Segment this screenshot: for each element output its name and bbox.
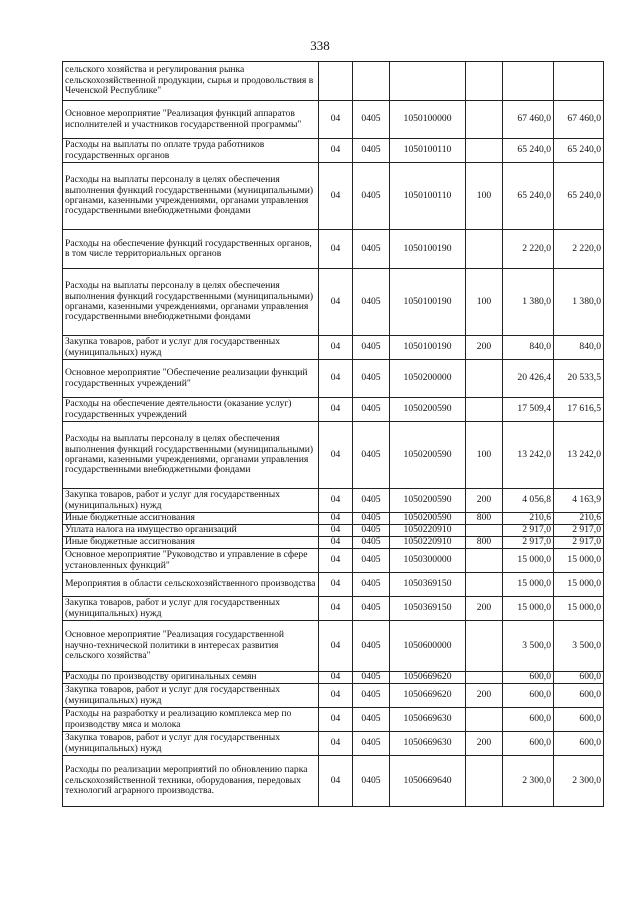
budget-table: [62, 61, 604, 807]
cell-type: [466, 525, 503, 537]
table-row: [63, 336, 604, 360]
cell-type: [466, 230, 503, 269]
cell-type: 200: [466, 489, 503, 513]
cell-value1: 210,6: [503, 513, 554, 525]
cell-type: [466, 139, 503, 163]
cell-section: 04: [319, 163, 353, 230]
table-row: [63, 101, 604, 139]
table-body: [63, 62, 604, 807]
cell-subsection: 0405: [353, 708, 390, 732]
cell-subsection: 0405: [353, 336, 390, 360]
cell-type: 800: [466, 537, 503, 549]
cell-section: 04: [319, 513, 353, 525]
cell-type: [466, 708, 503, 732]
cell-type: 100: [466, 422, 503, 489]
cell-type: 100: [466, 163, 503, 230]
cell-code: [390, 62, 466, 101]
cell-section: 04: [319, 139, 353, 163]
table-row: [63, 513, 604, 525]
cell-value1: 65 240,0: [503, 139, 554, 163]
cell-code: 1050200590: [390, 513, 466, 525]
cell-type: [466, 398, 503, 422]
cell-subsection: [353, 62, 390, 101]
cell-code: 1050669630: [390, 708, 466, 732]
cell-name: Основное мероприятие "Реализация государственной научно-технической политики в интересах развития сельского хозяйства": [63, 621, 319, 672]
cell-value2: 15 000,0: [554, 573, 604, 597]
cell-value2: 840,0: [554, 336, 604, 360]
cell-code: 1050200590: [390, 422, 466, 489]
cell-subsection: 0405: [353, 573, 390, 597]
cell-value2: 17 616,5: [554, 398, 604, 422]
table-row: [63, 597, 604, 621]
cell-value1: 600,0: [503, 708, 554, 732]
cell-value2: 2 300,0: [554, 756, 604, 807]
cell-value2: 600,0: [554, 732, 604, 756]
cell-type: [466, 621, 503, 672]
cell-value1: 1 380,0: [503, 269, 554, 336]
cell-type: [466, 101, 503, 139]
table-row: [63, 62, 604, 101]
cell-name: Расходы на выплаты персоналу в целях обеспечения выполнения функций государственными (муниципальными) органами, казенными учреждениями, органами управления государственными внебюджетными фондами: [63, 163, 319, 230]
page-number: 338: [310, 38, 330, 53]
cell-type: 100: [466, 269, 503, 336]
cell-section: 04: [319, 422, 353, 489]
cell-name: Основное мероприятие "Руководство и управление в сфере установленных функций": [63, 549, 319, 573]
cell-value1: 65 240,0: [503, 163, 554, 230]
cell-name: Закупка товаров, работ и услуг для государственных (муниципальных) нужд: [63, 732, 319, 756]
cell-name: Расходы на выплаты персоналу в целях обеспечения выполнения функций государственными (муниципальными) органами, казенными учреждениями, органами управления государственными внебюджетными фондами: [63, 422, 319, 489]
cell-value2: [554, 62, 604, 101]
cell-name: Уплата налога на имущество организаций: [63, 525, 319, 537]
cell-code: 1050369150: [390, 597, 466, 621]
cell-code: 1050100110: [390, 139, 466, 163]
cell-name: Расходы на обеспечение деятельности (оказание услуг) государственных учреждений: [63, 398, 319, 422]
cell-code: 1050369150: [390, 573, 466, 597]
cell-section: 04: [319, 101, 353, 139]
cell-value1: 600,0: [503, 684, 554, 708]
cell-value2: 600,0: [554, 672, 604, 684]
cell-name: Основное мероприятие "Обеспечение реализации функций государственных учреждений": [63, 360, 319, 398]
cell-code: 1050200000: [390, 360, 466, 398]
table-row: [63, 398, 604, 422]
cell-section: 04: [319, 269, 353, 336]
cell-subsection: 0405: [353, 597, 390, 621]
table-row: [63, 756, 604, 807]
cell-code: 1050200590: [390, 398, 466, 422]
cell-section: 04: [319, 230, 353, 269]
cell-value2: 600,0: [554, 708, 604, 732]
table-row: [63, 732, 604, 756]
cell-section: 04: [319, 525, 353, 537]
cell-value2: 15 000,0: [554, 597, 604, 621]
table-row: [63, 621, 604, 672]
cell-value2: 2 917,0: [554, 525, 604, 537]
cell-section: 04: [319, 597, 353, 621]
cell-value1: [503, 62, 554, 101]
cell-type: 800: [466, 513, 503, 525]
cell-value2: 2 220,0: [554, 230, 604, 269]
cell-code: 1050669620: [390, 684, 466, 708]
cell-code: 1050100190: [390, 269, 466, 336]
cell-subsection: 0405: [353, 398, 390, 422]
cell-value1: 67 460,0: [503, 101, 554, 139]
cell-section: 04: [319, 489, 353, 513]
cell-subsection: 0405: [353, 360, 390, 398]
cell-name: Расходы на выплаты по оплате труда работников государственных органов: [63, 139, 319, 163]
cell-type: [466, 360, 503, 398]
cell-value1: 17 509,4: [503, 398, 554, 422]
cell-code: 1050669640: [390, 756, 466, 807]
cell-section: 04: [319, 537, 353, 549]
cell-type: 200: [466, 684, 503, 708]
cell-value1: 20 426,4: [503, 360, 554, 398]
cell-subsection: 0405: [353, 422, 390, 489]
cell-subsection: 0405: [353, 269, 390, 336]
cell-name: Закупка товаров, работ и услуг для государственных (муниципальных) нужд: [63, 684, 319, 708]
cell-type: [466, 549, 503, 573]
table-row: [63, 537, 604, 549]
cell-section: [319, 62, 353, 101]
cell-section: 04: [319, 756, 353, 807]
cell-name: Закупка товаров, работ и услуг для государственных (муниципальных) нужд: [63, 336, 319, 360]
cell-name: Расходы на выплаты персоналу в целях обеспечения выполнения функций государственными (муниципальными) органами, казенными учреждениями, органами управления государственными внебюджетными фондами: [63, 269, 319, 336]
cell-subsection: 0405: [353, 537, 390, 549]
cell-value1: 600,0: [503, 672, 554, 684]
cell-value2: 65 240,0: [554, 163, 604, 230]
cell-section: 04: [319, 732, 353, 756]
cell-value2: 67 460,0: [554, 101, 604, 139]
cell-name: Расходы по реализации мероприятий по обновлению парка сельскохозяйственной техники, оборудования, передовых технологий аграрного производства.: [63, 756, 319, 807]
cell-code: 1050300000: [390, 549, 466, 573]
cell-subsection: 0405: [353, 549, 390, 573]
cell-value1: 15 000,0: [503, 597, 554, 621]
table-row: [63, 672, 604, 684]
cell-name: Расходы на обеспечение функций государственных органов, в том числе территориальных органов: [63, 230, 319, 269]
cell-code: 1050669620: [390, 672, 466, 684]
cell-value2: 15 000,0: [554, 549, 604, 573]
cell-subsection: 0405: [353, 230, 390, 269]
cell-value2: 3 500,0: [554, 621, 604, 672]
cell-section: 04: [319, 336, 353, 360]
cell-subsection: 0405: [353, 489, 390, 513]
cell-section: 04: [319, 672, 353, 684]
cell-section: 04: [319, 360, 353, 398]
table-row: [63, 684, 604, 708]
cell-value1: 2 300,0: [503, 756, 554, 807]
cell-code: 1050669630: [390, 732, 466, 756]
cell-subsection: 0405: [353, 101, 390, 139]
cell-value2: 20 533,5: [554, 360, 604, 398]
cell-type: 200: [466, 732, 503, 756]
table-row: [63, 139, 604, 163]
cell-name: Закупка товаров, работ и услуг для государственных (муниципальных) нужд: [63, 489, 319, 513]
cell-type: [466, 573, 503, 597]
cell-subsection: 0405: [353, 513, 390, 525]
cell-code: 1050200590: [390, 489, 466, 513]
cell-value2: 13 242,0: [554, 422, 604, 489]
cell-subsection: 0405: [353, 684, 390, 708]
cell-subsection: 0405: [353, 139, 390, 163]
cell-section: 04: [319, 398, 353, 422]
cell-value2: 600,0: [554, 684, 604, 708]
cell-subsection: 0405: [353, 163, 390, 230]
cell-value1: 13 242,0: [503, 422, 554, 489]
table-row: [63, 422, 604, 489]
table-row: [63, 269, 604, 336]
cell-value2: 210,6: [554, 513, 604, 525]
cell-name: Иные бюджетные ассигнования: [63, 537, 319, 549]
cell-value1: 4 056,8: [503, 489, 554, 513]
cell-subsection: 0405: [353, 621, 390, 672]
cell-section: 04: [319, 573, 353, 597]
cell-code: 1050220910: [390, 537, 466, 549]
table-row: [63, 163, 604, 230]
cell-value2: 1 380,0: [554, 269, 604, 336]
cell-section: 04: [319, 684, 353, 708]
cell-value2: 2 917,0: [554, 537, 604, 549]
cell-section: 04: [319, 621, 353, 672]
table-row: [63, 708, 604, 732]
cell-value1: 2 917,0: [503, 537, 554, 549]
cell-subsection: 0405: [353, 732, 390, 756]
cell-type: 200: [466, 336, 503, 360]
cell-code: 1050100110: [390, 163, 466, 230]
table-row: [63, 230, 604, 269]
cell-value2: 4 163,9: [554, 489, 604, 513]
cell-section: 04: [319, 549, 353, 573]
cell-name: Расходы по производству оригинальных семян: [63, 672, 319, 684]
cell-value1: 15 000,0: [503, 573, 554, 597]
cell-type: [466, 672, 503, 684]
cell-section: 04: [319, 708, 353, 732]
cell-value1: 840,0: [503, 336, 554, 360]
cell-type: 200: [466, 597, 503, 621]
cell-code: 1050100000: [390, 101, 466, 139]
cell-value1: 3 500,0: [503, 621, 554, 672]
table-row: [63, 360, 604, 398]
cell-name: Иные бюджетные ассигнования: [63, 513, 319, 525]
cell-value1: 2 917,0: [503, 525, 554, 537]
table-row: [63, 573, 604, 597]
cell-value1: 15 000,0: [503, 549, 554, 573]
cell-name: Закупка товаров, работ и услуг для государственных (муниципальных) нужд: [63, 597, 319, 621]
table-row: [63, 489, 604, 513]
cell-code: 1050600000: [390, 621, 466, 672]
cell-subsection: 0405: [353, 672, 390, 684]
cell-value2: 65 240,0: [554, 139, 604, 163]
cell-name: Мероприятия в области сельскохозяйственного производства: [63, 573, 319, 597]
cell-value1: 2 220,0: [503, 230, 554, 269]
cell-type: [466, 62, 503, 101]
table-row: [63, 549, 604, 573]
cell-type: [466, 756, 503, 807]
cell-code: 1050220910: [390, 525, 466, 537]
table-row: [63, 525, 604, 537]
cell-name: сельского хозяйства и регулирования рынка сельскохозяйственной продукции, сырья и продовольствия в Чеченской Республике": [63, 62, 319, 101]
cell-name: Основное мероприятие "Реализация функций аппаратов исполнителей и участников государственной программы": [63, 101, 319, 139]
cell-subsection: 0405: [353, 525, 390, 537]
cell-name: Расходы на разработку и реализацию комплекса мер по производству мяса и молока: [63, 708, 319, 732]
cell-code: 1050100190: [390, 230, 466, 269]
cell-value1: 600,0: [503, 732, 554, 756]
cell-code: 1050100190: [390, 336, 466, 360]
cell-subsection: 0405: [353, 756, 390, 807]
